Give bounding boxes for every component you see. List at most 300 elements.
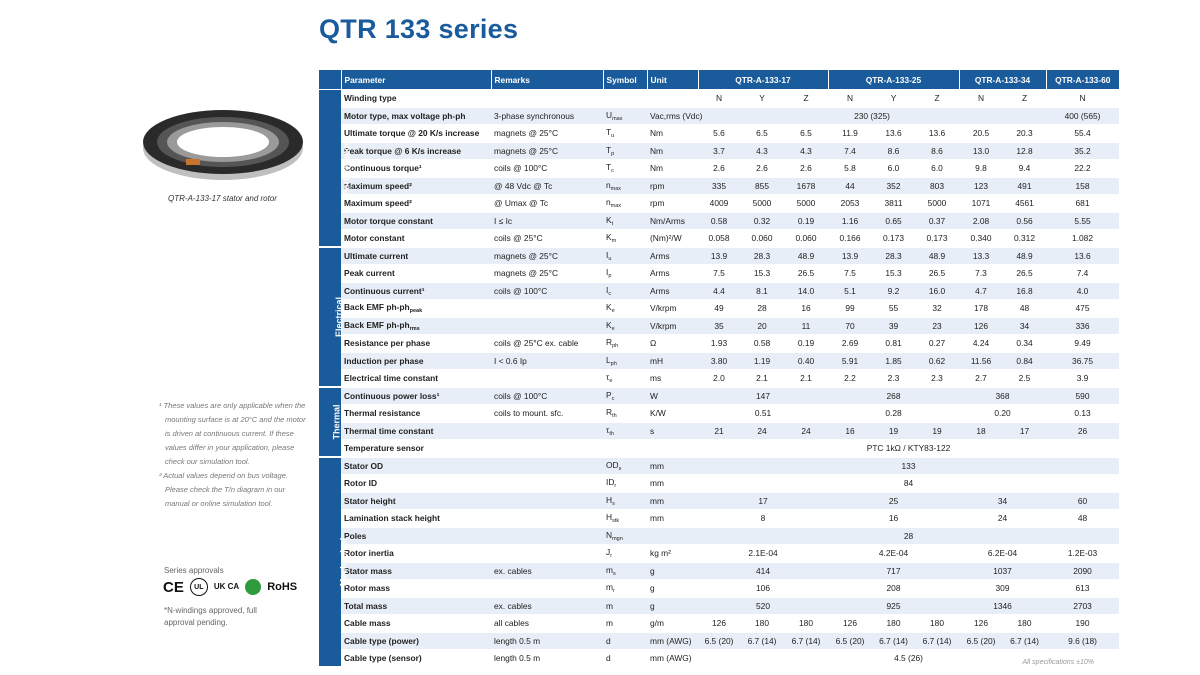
cell-value: 20	[740, 317, 784, 335]
cell-value: 70	[828, 317, 872, 335]
table-row	[319, 597, 1119, 615]
cell-symbol: $K_e$	[603, 300, 647, 318]
spec-table-body	[319, 90, 1119, 668]
cell-parameter: Cable type (power)	[341, 632, 491, 650]
cell-value: 0.28	[828, 405, 959, 423]
cell-value: 190	[1046, 615, 1119, 633]
cell-value: 2.0	[698, 370, 740, 388]
cell-value: 0.40	[784, 352, 828, 370]
cell-value: 1.082	[1046, 230, 1119, 248]
cell-value: 9.2	[872, 282, 915, 300]
cell-parameter: Total mass	[341, 597, 491, 615]
cell-symbol: $T_c$	[603, 160, 647, 178]
cell-value: 2053	[828, 195, 872, 213]
section-label-text: Thermal	[331, 404, 342, 440]
cell-unit: mm	[647, 510, 698, 528]
image-caption: QTR-A-133-17 stator and rotor	[168, 194, 277, 203]
cell-value: 4.7	[959, 282, 1003, 300]
cell-value: 48.9	[915, 247, 959, 265]
table-row	[319, 352, 1119, 370]
cell-value: 18	[959, 422, 1003, 440]
cell-unit: V/krpm	[647, 317, 698, 335]
cell-remarks: @ Umax @ Tc	[491, 195, 603, 213]
cell-unit: kg m²	[647, 545, 698, 563]
cell-value: 0.58	[740, 335, 784, 353]
cell-value: 1346	[959, 597, 1046, 615]
cell-value: 24	[784, 422, 828, 440]
section-label-text: Performance	[341, 140, 352, 196]
cell-value: 180	[740, 615, 784, 633]
cell-value: 0.166	[828, 230, 872, 248]
cell-value: 520	[698, 597, 828, 615]
cell-symbol: $N_{mgn}$	[603, 527, 647, 545]
cell-remarks: ex. cables	[491, 597, 603, 615]
cell-symbol: $OD_s$	[603, 457, 647, 475]
cell-value: 84	[698, 475, 1119, 493]
table-row	[319, 545, 1119, 563]
cell-value: 35	[698, 317, 740, 335]
cell-symbol: $m_r$	[603, 580, 647, 598]
cell-value: 1071	[959, 195, 1003, 213]
cell-value: 126	[959, 615, 1003, 633]
cell-value: 0.060	[784, 230, 828, 248]
cell-parameter: Continuous torque¹	[341, 160, 491, 178]
cell-value: 4.5 (26)	[698, 650, 1119, 668]
cell-unit	[647, 90, 698, 108]
table-row	[319, 492, 1119, 510]
cell-value: 2.3	[872, 370, 915, 388]
cell-value: 400 (565)	[1046, 107, 1119, 125]
cell-value: 0.060	[740, 230, 784, 248]
table-row	[319, 387, 1119, 405]
cell-parameter: Peak torque @ 6 K/s increase	[341, 142, 491, 160]
cell-parameter: Rotor ID	[341, 475, 491, 493]
cell-value: 1.85	[872, 352, 915, 370]
cell-unit: W	[647, 387, 698, 405]
cell-symbol	[603, 440, 647, 458]
cell-unit: mm	[647, 492, 698, 510]
cell-unit: s	[647, 422, 698, 440]
cell-unit: mm	[647, 475, 698, 493]
cell-unit: Vac,rms (Vdc)	[647, 107, 698, 125]
cell-symbol: m	[603, 597, 647, 615]
cell-value: 4.3	[740, 142, 784, 160]
table-row	[319, 475, 1119, 493]
check-mark-icon	[245, 579, 261, 595]
cell-value: 13.9	[698, 247, 740, 265]
cell-value: 2.1	[740, 370, 784, 388]
cell-value: 178	[959, 300, 1003, 318]
table-row	[319, 230, 1119, 248]
cell-value: 0.51	[698, 405, 828, 423]
cell-value: 32	[915, 300, 959, 318]
cell-value: 49	[698, 300, 740, 318]
cell-parameter: Temperature sensor	[341, 440, 491, 458]
rohs-mark-icon: RoHS	[267, 581, 298, 593]
header-model-34: QTR-A-133-34	[959, 70, 1046, 90]
cell-value: 5000	[740, 195, 784, 213]
cell-remarks	[491, 580, 603, 598]
header-unit: Unit	[647, 70, 698, 90]
cell-value: 5.6	[698, 125, 740, 143]
cell-value: 9.49	[1046, 335, 1119, 353]
cell-unit: Nm	[647, 160, 698, 178]
cell-value: 0.56	[1003, 212, 1046, 230]
cell-remarks: magnets @ 25°C	[491, 125, 603, 143]
cell-parameter: Stator height	[341, 492, 491, 510]
table-row	[319, 405, 1119, 423]
cell-value: 309	[959, 580, 1046, 598]
cell-value: 24	[740, 422, 784, 440]
cell-value: 0.34	[1003, 335, 1046, 353]
footnotes	[159, 399, 309, 511]
cell-remarks: coils @ 25°C	[491, 230, 603, 248]
cell-value: 22.2	[1046, 160, 1119, 178]
cell-unit: g/m	[647, 615, 698, 633]
cell-remarks: coils @ 100°C	[491, 160, 603, 178]
cell-parameter: Stator OD	[341, 457, 491, 475]
ul-mark-icon: UL	[190, 578, 208, 596]
cell-unit: g	[647, 580, 698, 598]
cell-unit: Nm/Arms	[647, 212, 698, 230]
cell-symbol: $L_{ph}$	[603, 352, 647, 370]
cell-value: 6.7 (14)	[784, 632, 828, 650]
cell-value: 590	[1046, 387, 1119, 405]
cell-symbol: $I_p$	[603, 265, 647, 283]
cell-value: 5000	[784, 195, 828, 213]
cell-value: 7.4	[1046, 265, 1119, 283]
cell-value: 6.5 (20)	[828, 632, 872, 650]
cell-remarks: coils @ 100°C	[491, 282, 603, 300]
cell-value: 34	[959, 492, 1046, 510]
cell-value: 4.4	[698, 282, 740, 300]
cell-unit: mH	[647, 352, 698, 370]
cell-symbol: $\tau_e$	[603, 370, 647, 388]
cell-value: 28	[740, 300, 784, 318]
header-symbol: Symbol	[603, 70, 647, 90]
table-row	[319, 335, 1119, 353]
cell-unit: Arms	[647, 282, 698, 300]
cell-remarks	[491, 300, 603, 318]
cell-symbol: $T_u$	[603, 125, 647, 143]
cell-value: 208	[828, 580, 959, 598]
cell-parameter: Thermal time constant	[341, 422, 491, 440]
cell-remarks	[491, 422, 603, 440]
cell-symbol: d	[603, 632, 647, 650]
cell-value: 126	[698, 615, 740, 633]
cell-value: 11	[784, 317, 828, 335]
cell-value: 3811	[872, 195, 915, 213]
cell-value: 0.340	[959, 230, 1003, 248]
cell-value: 6.5	[740, 125, 784, 143]
table-row	[319, 422, 1119, 440]
cell-symbol: $R_{th}$	[603, 405, 647, 423]
cell-symbol: $I_c$	[603, 282, 647, 300]
cell-value: 2.7	[959, 370, 1003, 388]
cell-value: Y	[872, 90, 915, 108]
cell-symbol: $K_e$	[603, 317, 647, 335]
table-row	[319, 650, 1119, 668]
cell-value: 3.9	[1046, 370, 1119, 388]
cell-value: 6.7 (14)	[872, 632, 915, 650]
cell-unit: rpm	[647, 177, 698, 195]
cell-value: 13.6	[872, 125, 915, 143]
cell-value: 855	[740, 177, 784, 195]
cell-value: 28	[698, 527, 1119, 545]
cell-value: 44	[828, 177, 872, 195]
cell-value: 180	[784, 615, 828, 633]
cell-parameter: Cable mass	[341, 615, 491, 633]
cell-remarks: coils @ 25°C ex. cable	[491, 335, 603, 353]
cell-parameter: Electrical time constant	[341, 370, 491, 388]
cell-value: N	[959, 90, 1003, 108]
cell-parameter: Continuous power loss¹	[341, 387, 491, 405]
cell-value: 11.56	[959, 352, 1003, 370]
cell-remarks	[491, 317, 603, 335]
cell-value: 5000	[915, 195, 959, 213]
cell-value: 8.1	[740, 282, 784, 300]
cell-remarks: I ≤ Ic	[491, 212, 603, 230]
cell-value: 9.4	[1003, 160, 1046, 178]
cell-unit	[647, 440, 698, 458]
cell-symbol: m	[603, 615, 647, 633]
cell-value: 21	[698, 422, 740, 440]
table-row	[319, 107, 1119, 125]
cell-value: 0.37	[915, 212, 959, 230]
cell-value: 28.3	[740, 247, 784, 265]
cell-value: 2.3	[915, 370, 959, 388]
section-label-text: Mechanical	[338, 537, 349, 587]
cell-parameter: Continuous current¹	[341, 282, 491, 300]
cell-value: 1.16	[828, 212, 872, 230]
approvals-note: *N-windings approved, full approval pending.	[164, 606, 257, 627]
cell-value: 8.6	[915, 142, 959, 160]
cell-value: 180	[915, 615, 959, 633]
cell-value: 99	[828, 300, 872, 318]
cell-symbol: $m_s$	[603, 562, 647, 580]
cell-unit: Nm	[647, 142, 698, 160]
cell-unit: Arms	[647, 265, 698, 283]
cell-value: 2.6	[698, 160, 740, 178]
cell-parameter: Motor type, max voltage ph-ph	[341, 107, 491, 125]
table-row	[319, 440, 1119, 458]
cell-remarks	[491, 545, 603, 563]
cell-symbol: $K_t$	[603, 212, 647, 230]
cell-value: 0.32	[740, 212, 784, 230]
cell-value: 6.5	[784, 125, 828, 143]
cell-value: 123	[959, 177, 1003, 195]
cell-value: 16	[828, 422, 872, 440]
cell-parameter: Ultimate current	[341, 247, 491, 265]
cell-value: 16	[828, 510, 959, 528]
page-title: QTR 133 series	[319, 14, 519, 44]
cell-value: 106	[698, 580, 828, 598]
cell-value: 13.6	[1046, 247, 1119, 265]
cell-value: 7.5	[828, 265, 872, 283]
cell-unit: Nm	[647, 125, 698, 143]
footer-note: All specifications ±10%	[1022, 659, 1094, 666]
cell-value: 717	[828, 562, 959, 580]
cell-value: 6.7 (14)	[740, 632, 784, 650]
cell-value: 13.0	[959, 142, 1003, 160]
cell-value: 0.312	[1003, 230, 1046, 248]
cell-value: 2703	[1046, 597, 1119, 615]
cell-value: N	[698, 90, 740, 108]
table-row	[319, 562, 1119, 580]
cell-value: 9.6 (18)	[1046, 632, 1119, 650]
cell-remarks: length 0.5 m	[491, 632, 603, 650]
cell-value: 158	[1046, 177, 1119, 195]
cell-value: 5.55	[1046, 212, 1119, 230]
cell-value: Y	[740, 90, 784, 108]
cell-value: 4.3	[784, 142, 828, 160]
cell-value: 268	[828, 387, 959, 405]
cell-value: 0.20	[959, 405, 1046, 423]
cell-value: 4561	[1003, 195, 1046, 213]
header-model-17: QTR-A-133-17	[698, 70, 828, 90]
cell-value: 4.24	[959, 335, 1003, 353]
cell-value: 7.3	[959, 265, 1003, 283]
cell-value: 2.2	[828, 370, 872, 388]
cell-value: 20.3	[1003, 125, 1046, 143]
cell-parameter: Resistance per phase	[341, 335, 491, 353]
cell-value: 681	[1046, 195, 1119, 213]
cell-unit: V/krpm	[647, 300, 698, 318]
cell-value: 6.5 (20)	[959, 632, 1003, 650]
table-row	[319, 580, 1119, 598]
cell-value: 6.7 (14)	[1003, 632, 1046, 650]
cell-value: 0.58	[698, 212, 740, 230]
cell-value: 17	[698, 492, 828, 510]
cell-parameter: Motor constant	[341, 230, 491, 248]
table-row	[319, 195, 1119, 213]
cell-value: 17	[1003, 422, 1046, 440]
cell-value: 7.5	[698, 265, 740, 283]
table-row	[319, 457, 1119, 475]
motor-product-image	[138, 96, 308, 186]
cell-value: 24	[959, 510, 1046, 528]
cell-value: N	[1046, 90, 1119, 108]
cell-symbol: $n_{max}$	[603, 195, 647, 213]
cell-parameter: Back EMF $ph-ph_{peak}$	[341, 300, 491, 318]
cell-value: 28.3	[872, 247, 915, 265]
cell-value: N	[828, 90, 872, 108]
cell-value: 6.0	[872, 160, 915, 178]
cell-value: 1.93	[698, 335, 740, 353]
cell-parameter: Induction per phase	[341, 352, 491, 370]
cell-value: 15.3	[872, 265, 915, 283]
cell-symbol: $P_c$	[603, 387, 647, 405]
cell-value: 336	[1046, 317, 1119, 335]
cell-value: 925	[828, 597, 959, 615]
cell-value: 34	[1003, 317, 1046, 335]
cell-value: 2.6	[740, 160, 784, 178]
cell-remarks: magnets @ 25°C	[491, 142, 603, 160]
cell-value: 335	[698, 177, 740, 195]
cell-unit: Arms	[647, 247, 698, 265]
cell-value: 3.7	[698, 142, 740, 160]
cell-remarks	[491, 510, 603, 528]
cell-value: 0.27	[915, 335, 959, 353]
cell-value: 180	[1003, 615, 1046, 633]
cell-value: 16.8	[1003, 282, 1046, 300]
cell-value: 14.0	[784, 282, 828, 300]
cell-value: 613	[1046, 580, 1119, 598]
cell-remarks: length 0.5 m	[491, 650, 603, 668]
cell-value: 0.19	[784, 335, 828, 353]
cell-remarks	[491, 370, 603, 388]
cell-value: 3.80	[698, 352, 740, 370]
cell-value: 6.7 (14)	[915, 632, 959, 650]
cell-value: 414	[698, 562, 828, 580]
cell-unit: Ω	[647, 335, 698, 353]
cell-remarks	[491, 492, 603, 510]
cell-remarks	[491, 475, 603, 493]
cell-value: 55.4	[1046, 125, 1119, 143]
cell-symbol: $J_r$	[603, 545, 647, 563]
cell-value: 23	[915, 317, 959, 335]
section-label-performance	[319, 90, 352, 248]
cell-value: 491	[1003, 177, 1046, 195]
cell-value: 6.5 (20)	[698, 632, 740, 650]
cell-parameter: Winding type	[341, 90, 491, 108]
cell-value: 126	[828, 615, 872, 633]
spec-table	[319, 70, 1119, 668]
cell-symbol: $R_{ph}$	[603, 335, 647, 353]
cell-unit: K/W	[647, 405, 698, 423]
cell-value: 2.5	[1003, 370, 1046, 388]
table-row	[319, 265, 1119, 283]
header-parameter: Parameter	[341, 70, 491, 90]
cell-value: 0.84	[1003, 352, 1046, 370]
cell-parameter: Thermal resistance	[341, 405, 491, 423]
cell-value: Z	[1003, 90, 1046, 108]
cell-symbol: $H_s$	[603, 492, 647, 510]
cell-symbol: $U_{max}$	[603, 107, 647, 125]
table-row	[319, 317, 1119, 335]
table-row	[319, 177, 1119, 195]
cell-value: 0.058	[698, 230, 740, 248]
cell-unit: g	[647, 597, 698, 615]
cell-parameter: Back EMF $ph-ph_{rms}$	[341, 317, 491, 335]
cell-remarks: ex. cables	[491, 562, 603, 580]
cell-symbol: d	[603, 650, 647, 668]
cell-symbol: $K_m$	[603, 230, 647, 248]
cell-remarks: magnets @ 25°C	[491, 247, 603, 265]
approval-badges	[163, 578, 297, 596]
cell-parameter: Ultimate torque @ 20 K/s increase	[341, 125, 491, 143]
cell-value: 475	[1046, 300, 1119, 318]
cell-symbol: $I_u$	[603, 247, 647, 265]
cell-value: 26.5	[784, 265, 828, 283]
cell-value: 6.0	[915, 160, 959, 178]
cell-unit: ms	[647, 370, 698, 388]
cell-value: 11.9	[828, 125, 872, 143]
cell-value: 0.173	[872, 230, 915, 248]
cell-parameter: Poles	[341, 527, 491, 545]
table-row	[319, 212, 1119, 230]
cell-value: 48	[1046, 510, 1119, 528]
table-row	[319, 615, 1119, 633]
header-model-60: QTR-A-133-60	[1046, 70, 1119, 90]
cell-value: 0.62	[915, 352, 959, 370]
table-row	[319, 247, 1119, 265]
header-remarks: Remarks	[491, 70, 603, 90]
cell-parameter: Maximum speed²	[341, 195, 491, 213]
cell-unit: mm (AWG)	[647, 632, 698, 650]
cell-remarks	[491, 457, 603, 475]
cell-remarks	[491, 440, 603, 458]
